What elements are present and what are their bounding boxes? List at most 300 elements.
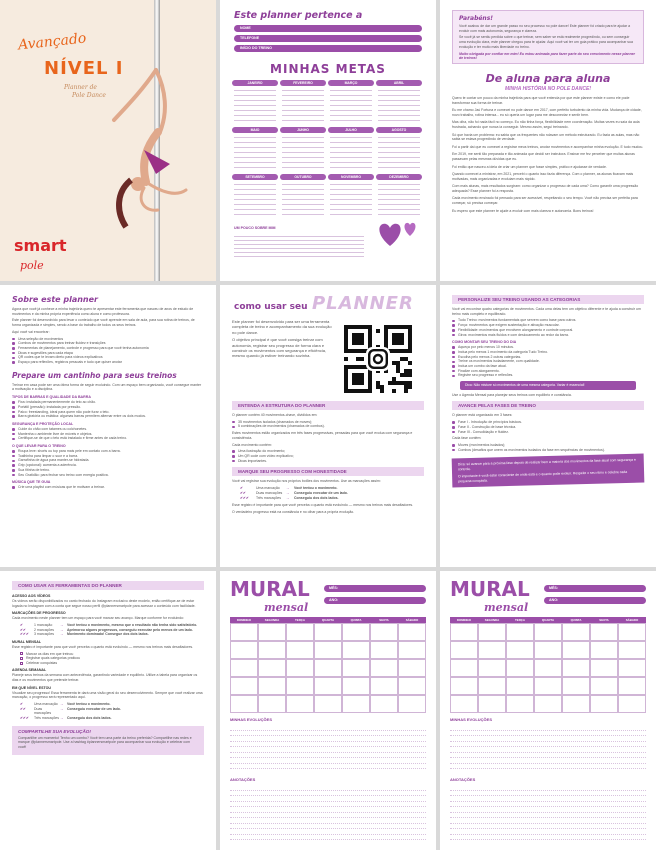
calendar-day-cell[interactable]	[314, 659, 342, 677]
dancer-illustration	[86, 62, 196, 232]
month-box[interactable]	[280, 174, 326, 218]
goal-line	[282, 210, 324, 215]
calendar-day-cell[interactable]	[534, 677, 562, 695]
calendar-row	[450, 641, 646, 659]
calendar-day-cell[interactable]	[450, 659, 478, 677]
field-nome[interactable]: NOME	[234, 25, 422, 32]
calendar-day-cell[interactable]	[618, 695, 646, 713]
mark-meaning: Conseguiu dos dois lados.	[294, 496, 339, 501]
check-icon: ✔	[20, 623, 23, 628]
story-paragraph: Foi a partir daí que eu comecei a registrar meus treinos, anotar movimentos e acompanhar minha evolução. E tudo mudou.	[452, 144, 644, 149]
month-box[interactable]	[328, 80, 374, 124]
month-label: FEVEREIRO	[280, 80, 326, 86]
month-label: SETEMBRO	[232, 174, 278, 180]
congrats-text2: Se você já se sentiu perdida sobre o que treinar, sem saber se está realmente progredindo, ou sem conseguir uma evolução clara, este planner chegou para te ajudar. Aqui você vai ter um guia prático para acompanhar sua evolução e ter muito mais liberdade no treino.	[459, 35, 633, 49]
calendar-day-cell[interactable]	[258, 659, 286, 677]
mural-check-row	[20, 661, 204, 666]
corner-list-item: Grip (opcional): aumenta a aderência.	[12, 463, 204, 468]
calendar-day-cell[interactable]	[370, 641, 398, 659]
cover-page	[0, 0, 216, 281]
month-label: NOVEMBRO	[328, 174, 374, 180]
hearts-decoration	[370, 216, 420, 256]
weekday-label: TERÇA	[515, 618, 525, 622]
goals-title: MINHAS METAS	[270, 62, 386, 76]
progress-text: Você vai registrar sua evolução nos próprios botões dos movimentos. Use as marcações assim:	[232, 479, 381, 484]
goal-line	[234, 116, 276, 121]
calendar-day-cell[interactable]	[286, 641, 314, 659]
month-label: MARÇO	[328, 80, 374, 86]
section-bar: AVANCE PELAS FASES DE TREINO	[452, 401, 644, 410]
story-paragraph: Quero te contar um pouco da minha trajetória para que você entenda por que este planner existe e como ele pode transformar sua forma de treinar.	[452, 96, 630, 105]
calendar-day-cell[interactable]	[478, 623, 506, 641]
month-box[interactable]	[232, 174, 278, 218]
tools-text: Cada movimento neste planner tem um espaço para você marcar seu avanço. Marque conforme for evoluindo:	[12, 616, 184, 621]
writing-line	[450, 764, 646, 770]
writing-line	[450, 835, 646, 841]
structure-item: Dicas importantes.	[232, 459, 424, 464]
month-label: ABRIL	[376, 80, 422, 86]
notes-lines[interactable]	[450, 785, 646, 840]
check-icon: ✔	[240, 486, 243, 491]
owner-heading: Este planner pertence a	[234, 10, 363, 21]
calendar-day-cell[interactable]	[590, 659, 618, 677]
tools-text: Planeje seus treinos da semana com antecedência, garantindo variedade e equilíbrio. Utilize a tabela para organizar os dias e os movimentos que pretende treinar.	[12, 673, 198, 683]
goal-line	[282, 116, 324, 121]
calendar-day-cell[interactable]	[342, 623, 370, 641]
mark-meaning: Você tentou o movimento.	[294, 486, 338, 491]
calendar-day-cell[interactable]	[342, 695, 370, 713]
tip-box: Dica: Não misture só movimentos de uma mesma categoria. Variar é essencial!	[460, 381, 636, 390]
calendar-day-cell[interactable]	[534, 623, 562, 641]
phases-text: O planner está organizado em 3 fases:	[452, 413, 513, 418]
about-heading: Sobre este planner	[12, 295, 98, 304]
mural-title: MURAL	[230, 577, 310, 601]
calendar-day-cell[interactable]	[590, 695, 618, 713]
calendar-day-cell[interactable]	[562, 623, 590, 641]
calendar-day-cell[interactable]	[590, 623, 618, 641]
month-label: JUNHO	[280, 127, 326, 133]
congrats-text: Você acabou de dar um grande passo no seu processo no pole dance! Este planner foi criado para te ajudar a evoluir com mais autonomia, segurança e clareza.	[459, 24, 631, 33]
mural-check-label: Marcar os dias em que treinou	[26, 651, 74, 656]
tools-mark-meaning: Você tentou o movimento, mesmo que o resultado não tenha sido satisfatório.	[67, 623, 198, 628]
cover-subtitle2: Pole Dance	[72, 92, 106, 99]
check-icon: ✔✔✔	[20, 632, 29, 637]
month-label: OUTUBRO	[280, 174, 326, 180]
phase-tip: Dica: só avance para a próxima fase depois de realizar bem a maioria dos movimentos da fase atual com segurança e controle.	[457, 458, 636, 472]
structure-text2: Estes movimentos estão organizados em três fases progressivas, pensadas para que você evolua com segurança e consistência.	[232, 431, 413, 440]
calendar-day-cell[interactable]	[562, 677, 590, 695]
level-mark-meaning: Conseguiu executar de um lado.	[67, 706, 121, 711]
calendar-day-cell[interactable]	[590, 641, 618, 659]
about-list-item: Ferramentas de planejamento, controle e progresso para que você tenha autonomia	[12, 346, 204, 351]
weekday-label: SÁBADO	[405, 618, 419, 622]
month-box[interactable]	[280, 127, 326, 171]
story-paragraphs	[452, 96, 644, 216]
goals-page	[220, 0, 436, 281]
calendar-day-cell[interactable]	[450, 641, 478, 659]
calendar-day-cell[interactable]	[230, 695, 258, 713]
check-icon: ✔✔	[240, 491, 246, 496]
about-list-item: Uma seleção de movimentos	[12, 337, 204, 342]
calendar-day-cell[interactable]	[618, 641, 646, 659]
mural-page-1	[220, 571, 436, 850]
checkbox-icon	[20, 662, 23, 665]
calendar-day-cell[interactable]	[562, 641, 590, 659]
weekday-label: DOMINGO	[236, 618, 252, 622]
calendar-day-cell[interactable]	[286, 677, 314, 695]
check-icon: ✔✔✔	[20, 715, 29, 720]
structure-item: 5 combinações de movimentos (chamados de combos).	[232, 424, 424, 429]
structure-item: Uma ilustração do movimento;	[232, 449, 424, 454]
arrow-icon: →	[60, 706, 64, 711]
goal-line	[378, 163, 420, 168]
corner-list-item: Barra giratória ou estática: algumas barras permitem alternar entre os dois modos.	[12, 414, 204, 419]
corner-list-item: Palco: freestanding, ideal para quem não pode furar o teto.	[12, 410, 204, 415]
calendar-day-cell[interactable]	[562, 695, 590, 713]
calendar-row	[230, 623, 426, 641]
calendar-day-cell[interactable]	[314, 641, 342, 659]
day-item: Registre seu progresso e reflexões.	[452, 373, 644, 378]
calendar-day-cell[interactable]	[618, 677, 646, 695]
calendar-day-cell[interactable]	[562, 659, 590, 677]
about-list-item: QR codes que te levam direto para vídeos explicativos	[12, 355, 204, 360]
qr-code[interactable]	[344, 325, 412, 393]
corner-list-item: Garrafinha de água para manter-se hidratada.	[12, 458, 204, 463]
about-page	[0, 285, 216, 567]
month-box[interactable]	[376, 174, 422, 218]
day-subheading: COMO MONTAR SEU TREINO DO DIA	[452, 340, 517, 345]
phase-tip2: O importante é você estar consciente de onde está e o quanto pode evoluir. Respeite o seu ritmo e celebre cada pequena conquista.	[458, 470, 628, 484]
check-icon: ✔	[20, 702, 23, 707]
corner-list-item: Fixa: instalada permanentemente do teto ao chão.	[12, 400, 204, 405]
corner-list-item: Sua fitinha de treino.	[12, 468, 204, 473]
calendar-day-cell[interactable]	[398, 659, 426, 677]
about-list-item: Espaço para reflexões, registros pessoais e tudo que quiser anotar	[12, 360, 204, 365]
calendar-day-cell[interactable]	[314, 695, 342, 713]
progress-text2: Esse registro é importante para que você perceba o quanto está evoluindo — mesmo nos treinos mais desafiadores.	[232, 503, 414, 508]
checkbox-icon	[20, 657, 23, 660]
calendar-day-cell[interactable]	[506, 659, 534, 677]
calendar-day-cell[interactable]	[478, 695, 506, 713]
story-heading: De aluna para aluna	[485, 72, 611, 85]
weekday-label: SEXTA	[599, 618, 609, 622]
congrats-box	[452, 10, 644, 64]
calendar-row	[450, 695, 646, 713]
month-box[interactable]	[280, 80, 326, 124]
congrats-bold: Muito obrigada por confiar em mim! Eu estou animada para fazer parte do seu crescimento nesse planner de treinos!	[459, 51, 636, 61]
field-telefone[interactable]: TELEFONE	[234, 35, 422, 42]
tools-mark-meaning: Movimento dominado! Consegue dos dois lados.	[67, 632, 149, 637]
story-paragraph: Cada movimento ensinado foi pensado para ser acessível, respeitando o seu tempo. Você não precisa ser perfeita para começar, só precisa começar.	[452, 196, 638, 206]
corner-list-item: Cuide do chão com tatames ou colchonetes.	[12, 427, 204, 432]
howto-page	[220, 285, 436, 567]
month-box[interactable]	[232, 80, 278, 124]
story-paragraph: Eu me chamo Jaú Fortuna e comecei no pole dance em 2017, com perfeito turbulento da minha vida. Mudança de cidade, novo trabalho, rotina intensa... eu só queria um lugar para me desconectar e sentir bem.	[452, 108, 642, 117]
calendar-day-cell[interactable]	[506, 695, 534, 713]
share-box	[12, 726, 204, 755]
calendar-day-cell[interactable]	[258, 695, 286, 713]
tools-mark-row	[20, 632, 204, 637]
corner-list-item: Seu Gratidão: para fechar seu treino com energia positiva.	[12, 473, 204, 478]
story-page	[440, 0, 656, 281]
about-paragraph: Este planner foi desenvolvido para levar o conteúdo que você aprende em sala de aula, para sua rotina de treinos, de forma organizada e simples, sendo a base do trabalho de todos os seus treinos.	[12, 318, 195, 328]
mural-page-2	[440, 571, 656, 850]
check-icon: ✔✔	[20, 706, 26, 711]
evolutions-lines[interactable]	[450, 725, 646, 769]
phases-text2: Cada fase contém:	[452, 436, 482, 441]
weekday-label: QUINTA	[570, 618, 582, 622]
level-mark-row	[20, 716, 204, 721]
category-item: Giros: movimentos mais fluidos e com deslocamento ao redor da barra.	[452, 333, 644, 338]
mural-subtitle: mensal	[264, 601, 309, 614]
calendar-day-cell[interactable]	[590, 677, 618, 695]
qr-code-graphic	[344, 325, 412, 393]
calendar-day-cell[interactable]	[314, 623, 342, 641]
about-list-item: Combos de movimentos para treinar fluidez e transições	[12, 341, 204, 346]
categories-text: Você vai encontrar quatro categorias de movimentos. Cada uma delas tem um objetivo diferente e te ajuda a construir um treino mais completo e equilibrado.	[452, 307, 641, 316]
weekday-label: SEGUNDA	[484, 618, 500, 622]
calendar-day-cell[interactable]	[506, 641, 534, 659]
calendar-row	[230, 677, 426, 695]
calendar-day-cell[interactable]	[230, 659, 258, 677]
phase-content-item: Combos (desafios que unem os movimentos isolados da fase em sequências de movimentos).	[452, 448, 644, 453]
calendar-day-cell[interactable]	[450, 677, 478, 695]
evolutions-label: MINHAS EVOLUÇÕES	[450, 717, 493, 722]
section-bar: ENTENDA A ESTRUTURA DO PLANNER	[232, 401, 424, 410]
level-mark-count: Uma marcação	[34, 702, 58, 707]
calendar-day-cell[interactable]	[230, 677, 258, 695]
howto-intro: Este planner foi desenvolvido para ser uma ferramenta completa de treino e acompanhamento da sua evolução no pole dance.	[232, 319, 332, 335]
calendar-day-cell[interactable]	[534, 641, 562, 659]
corner-subheading: TIPOS DE BARRAS E QUALIDADE DA BARRA	[12, 395, 91, 400]
howto-title	[234, 293, 414, 314]
calendar-row	[230, 641, 426, 659]
month-box[interactable]	[376, 127, 422, 171]
month-label: JANEIRO	[232, 80, 278, 86]
calendar-grid	[450, 617, 646, 713]
month-box[interactable]	[328, 127, 374, 171]
month-field[interactable]: MÊS:	[324, 585, 426, 592]
calendar-day-cell[interactable]	[230, 641, 258, 659]
arrow-icon: →	[286, 491, 290, 496]
calendar-day-cell[interactable]	[286, 623, 314, 641]
check-icon: ✔✔✔	[240, 496, 249, 501]
about-paragraph: Agora que você já conhece a minha trajetória quero te apresentar este ferramenta que nasceu de anos de estudo de movimentos e da minha própria experiência como aluna e como professora.	[12, 307, 194, 316]
month-box[interactable]	[376, 80, 422, 124]
brand-smart: smart	[14, 236, 67, 255]
calendar-row	[230, 695, 426, 713]
about-me-lines[interactable]	[234, 233, 364, 257]
phase-tip-box	[452, 454, 645, 488]
calendar-day-cell[interactable]	[506, 623, 534, 641]
writing-line	[230, 764, 426, 770]
calendar-day-cell[interactable]	[478, 659, 506, 677]
day-item: Inclua um combo da fase atual.	[452, 364, 644, 369]
weekday-label: DOMINGO	[456, 618, 472, 622]
goal-line	[330, 210, 372, 215]
calendar-day-cell[interactable]	[398, 623, 426, 641]
calendar-row	[450, 677, 646, 695]
checkbox-icon	[20, 652, 23, 655]
evolutions-label: MINHAS EVOLUÇÕES	[230, 717, 273, 722]
tools-subheading: MARCAÇÕES DE PROGRESSO	[12, 611, 66, 616]
year-field[interactable]: ANO:	[544, 597, 646, 604]
calendar-day-cell[interactable]	[342, 641, 370, 659]
story-paragraph: Em 2019, me senti tão preparada e tão animada que decidi ser instrutora. Ensinar me fez perceber que muitas alunas passavam pelas mesmas dúvidas que eu.	[452, 152, 635, 162]
story-paragraph: Com mais alunas, mais resultados surgiram: como organizar o progresso de cada uma? Como garantir uma progressão adequada? Esse planner foi a resposta.	[452, 184, 639, 193]
calendar-day-cell[interactable]	[314, 677, 342, 695]
calendar-day-cell[interactable]	[398, 641, 426, 659]
phase-item: Fase II - Construção de base técnica.	[452, 425, 644, 430]
evolutions-lines[interactable]	[230, 725, 426, 769]
calendar-day-cell[interactable]	[450, 623, 478, 641]
arrow-icon: →	[60, 632, 64, 637]
mark-meaning: Conseguiu executar de um lado.	[294, 491, 348, 496]
calendar-day-cell[interactable]	[258, 641, 286, 659]
goal-line	[378, 116, 420, 121]
category-item: Força: movimentos que exigem sustentação e ativação muscular.	[452, 323, 644, 328]
level-mark-count: Três marcações	[34, 715, 59, 720]
calendar-day-cell[interactable]	[342, 677, 370, 695]
arrow-icon: →	[60, 702, 64, 707]
tools-mark-meaning: Aprimorou alguns progressos, conseguiu executar pelo menos de um lado.	[67, 627, 193, 632]
cover-title-line2: NÍVEL I	[44, 58, 124, 79]
tools-subheading: MURAL MENSAL	[12, 639, 42, 644]
calendar-day-cell[interactable]	[450, 695, 478, 713]
categories-page	[440, 285, 656, 567]
calendar-day-cell[interactable]	[618, 623, 646, 641]
tools-text: Visualize seu progresso! Essa ferramenta te dará uma visão geral do seu desenvolvimento. Sempre que você realizar uma marcação, o progresso será representado aqui.	[12, 690, 203, 700]
structure-text: O planner contém 40 movimentos-chave, divididos em:	[232, 413, 318, 417]
section-bar: PERSONALIZE SEU TREINO USANDO AS CATEGORIAS	[452, 295, 644, 304]
corner-list-item: Mantenha o ambiente livre de móveis e objetos.	[12, 432, 204, 437]
story-subheading: MINHA HISTÓRIA NO POLE DANCE!	[504, 86, 592, 92]
arrow-icon: →	[60, 623, 64, 628]
calendar-day-cell[interactable]	[230, 623, 258, 641]
corner-heading: Prepare um cantinho para seus treinos	[12, 370, 177, 380]
mark-count: Uma marcação	[256, 486, 280, 491]
calendar-day-cell[interactable]	[370, 659, 398, 677]
progress-text3: O verdadeiro progresso está na constância e no olhar para a própria evolução.	[232, 509, 355, 514]
cover-subtitle1: Planner de	[64, 84, 97, 91]
structure-text3: Cada movimento contém:	[232, 442, 272, 447]
calendar-day-cell[interactable]	[286, 659, 314, 677]
tools-mark-count: 2 marcações	[34, 627, 55, 632]
calendar-day-cell[interactable]	[506, 677, 534, 695]
tools-mark-count: 1 marcação	[34, 623, 53, 628]
brand-pole: pole	[20, 259, 44, 272]
weekday-label: QUARTA	[541, 618, 555, 622]
weekday-label: QUINTA	[350, 618, 362, 622]
weekday-label: QUARTA	[321, 618, 335, 622]
story-paragraph: Foi então que nasceu a ideia de criar um planner que fosse simples, prático e ajudasse de verdade.	[452, 164, 607, 169]
brand-logo	[14, 236, 67, 274]
category-item: Flexibilidade: movimentos que envolvem alongamento e controle corporal.	[452, 328, 644, 333]
calendar-day-cell[interactable]	[534, 659, 562, 677]
calendar-day-cell[interactable]	[478, 677, 506, 695]
notes-label: ANOTAÇÕES	[230, 777, 256, 782]
day-item: Aqueça por pelo menos 10 minutos.	[452, 345, 644, 350]
calendar-day-cell[interactable]	[258, 677, 286, 695]
category-item: Tudo Treino: movimentos fundamentais que servem como base para outros.	[452, 318, 644, 323]
weekday-label: SEXTA	[379, 618, 389, 622]
about-list-item: Dicas e sugestões para cada etapa	[12, 351, 204, 356]
month-label: DEZEMBRO	[376, 174, 422, 180]
about-paragraph: Aqui você vai encontrar:	[12, 329, 50, 334]
section-bar: MARQUE SEU PROGRESSO COM HONESTIDADE	[232, 467, 424, 476]
share-title: COMPARTILHE SUA EVOLUÇÃO!	[18, 728, 91, 734]
calendar-row	[450, 623, 646, 641]
story-paragraph: Só que havia um problema: eu sabia que os frequentes não rolavam um método estruturado. Eu fazia as aulas, mas não sabia se estava progredindo de verdade.	[452, 132, 640, 142]
section-bar: COMO USAR AS FERRAMENTAS DO PLANNER	[12, 581, 204, 590]
calendar-day-cell[interactable]	[370, 695, 398, 713]
mural-title: MURAL	[450, 577, 530, 601]
corner-list-item: Certifique-se de que o teto está instalado e firme antes de cada treino.	[12, 436, 204, 441]
calendar-day-cell[interactable]	[370, 623, 398, 641]
month-box[interactable]	[328, 174, 374, 218]
calendar-day-cell[interactable]	[286, 695, 314, 713]
goal-line	[378, 210, 420, 215]
tools-page	[0, 571, 216, 850]
arrow-icon: →	[60, 627, 64, 632]
owner-fields	[234, 25, 422, 52]
about-me-label: UM POUCO SOBRE MIM	[234, 226, 276, 230]
structure-item: 35 movimentos isolados (chamados de moves);	[232, 420, 424, 425]
weekday-label: SÁBADO	[625, 618, 639, 622]
month-box[interactable]	[232, 127, 278, 171]
cover-title-line1: Avançado	[17, 30, 88, 54]
calendar-day-cell[interactable]	[478, 641, 506, 659]
calendar-grid	[230, 617, 426, 713]
calendar-day-cell[interactable]	[398, 695, 426, 713]
phase-item: Fase I - Introdução de princípios básicos.	[452, 420, 644, 425]
weekday-label: SEGUNDA	[264, 618, 280, 622]
level-mark-meaning: Conseguiu dos dois lados.	[67, 715, 112, 720]
calendar-day-cell[interactable]	[398, 677, 426, 695]
calendar-day-cell[interactable]	[534, 695, 562, 713]
phase-content-item: Moves (movimentos isolados);	[452, 443, 644, 448]
month-field[interactable]: MÊS:	[544, 585, 646, 592]
tools-text: Os vídeos serão disponibilizados no canto fechado do Instagram exclusivo deste modelo, então certifique-se de estar logada no Instagram com a conta que segue nosso perfil @plannersmartpole para acessar o conteúdo com facilidade.	[12, 599, 196, 608]
month-label: JULHO	[328, 127, 374, 133]
level-mark-count: Duas marcações	[34, 706, 52, 716]
howto-intro-box	[232, 319, 336, 361]
howto-intro2: O objetivo principal é que você consiga treinar com autonomia, registrar seu progresso de forma clara e construir os movimentos com segurança e eficiência, mesmo quando já estiver treinando sozinha.	[232, 337, 327, 359]
level-mark-row	[20, 707, 204, 716]
weekday-label: TERÇA	[295, 618, 305, 622]
month-label: MAIO	[232, 127, 278, 133]
calendar-day-cell[interactable]	[618, 659, 646, 677]
notes-label: ANOTAÇÕES	[450, 777, 476, 782]
notes-lines[interactable]	[230, 785, 426, 840]
field-inicio[interactable]: INÍCIO DO TREINO	[234, 45, 422, 52]
level-mark-meaning: Você tentou o movimento.	[67, 702, 111, 707]
tools-subheading: EM QUE NÍVEL ESTOU	[12, 685, 52, 690]
year-field[interactable]: ANO:	[324, 597, 426, 604]
month-label: AGOSTO	[376, 127, 422, 133]
calendar-day-cell[interactable]	[258, 623, 286, 641]
goal-line	[330, 116, 372, 121]
calendar-row	[230, 659, 426, 677]
calendar-day-cell[interactable]	[370, 677, 398, 695]
congrats-title: Parabéns!	[459, 15, 494, 22]
goal-line	[234, 163, 276, 168]
calendar-day-cell[interactable]	[342, 659, 370, 677]
tools-mark-count: 3 marcações	[34, 632, 55, 637]
mural-check-label: Celebrar conquistas	[26, 660, 58, 665]
categories-text2: Use o Agenda Mensal para planejar seus treinos com equilíbrio e constância.	[452, 392, 572, 397]
tools-subheading: AGENDA SEMANAL	[12, 668, 47, 673]
